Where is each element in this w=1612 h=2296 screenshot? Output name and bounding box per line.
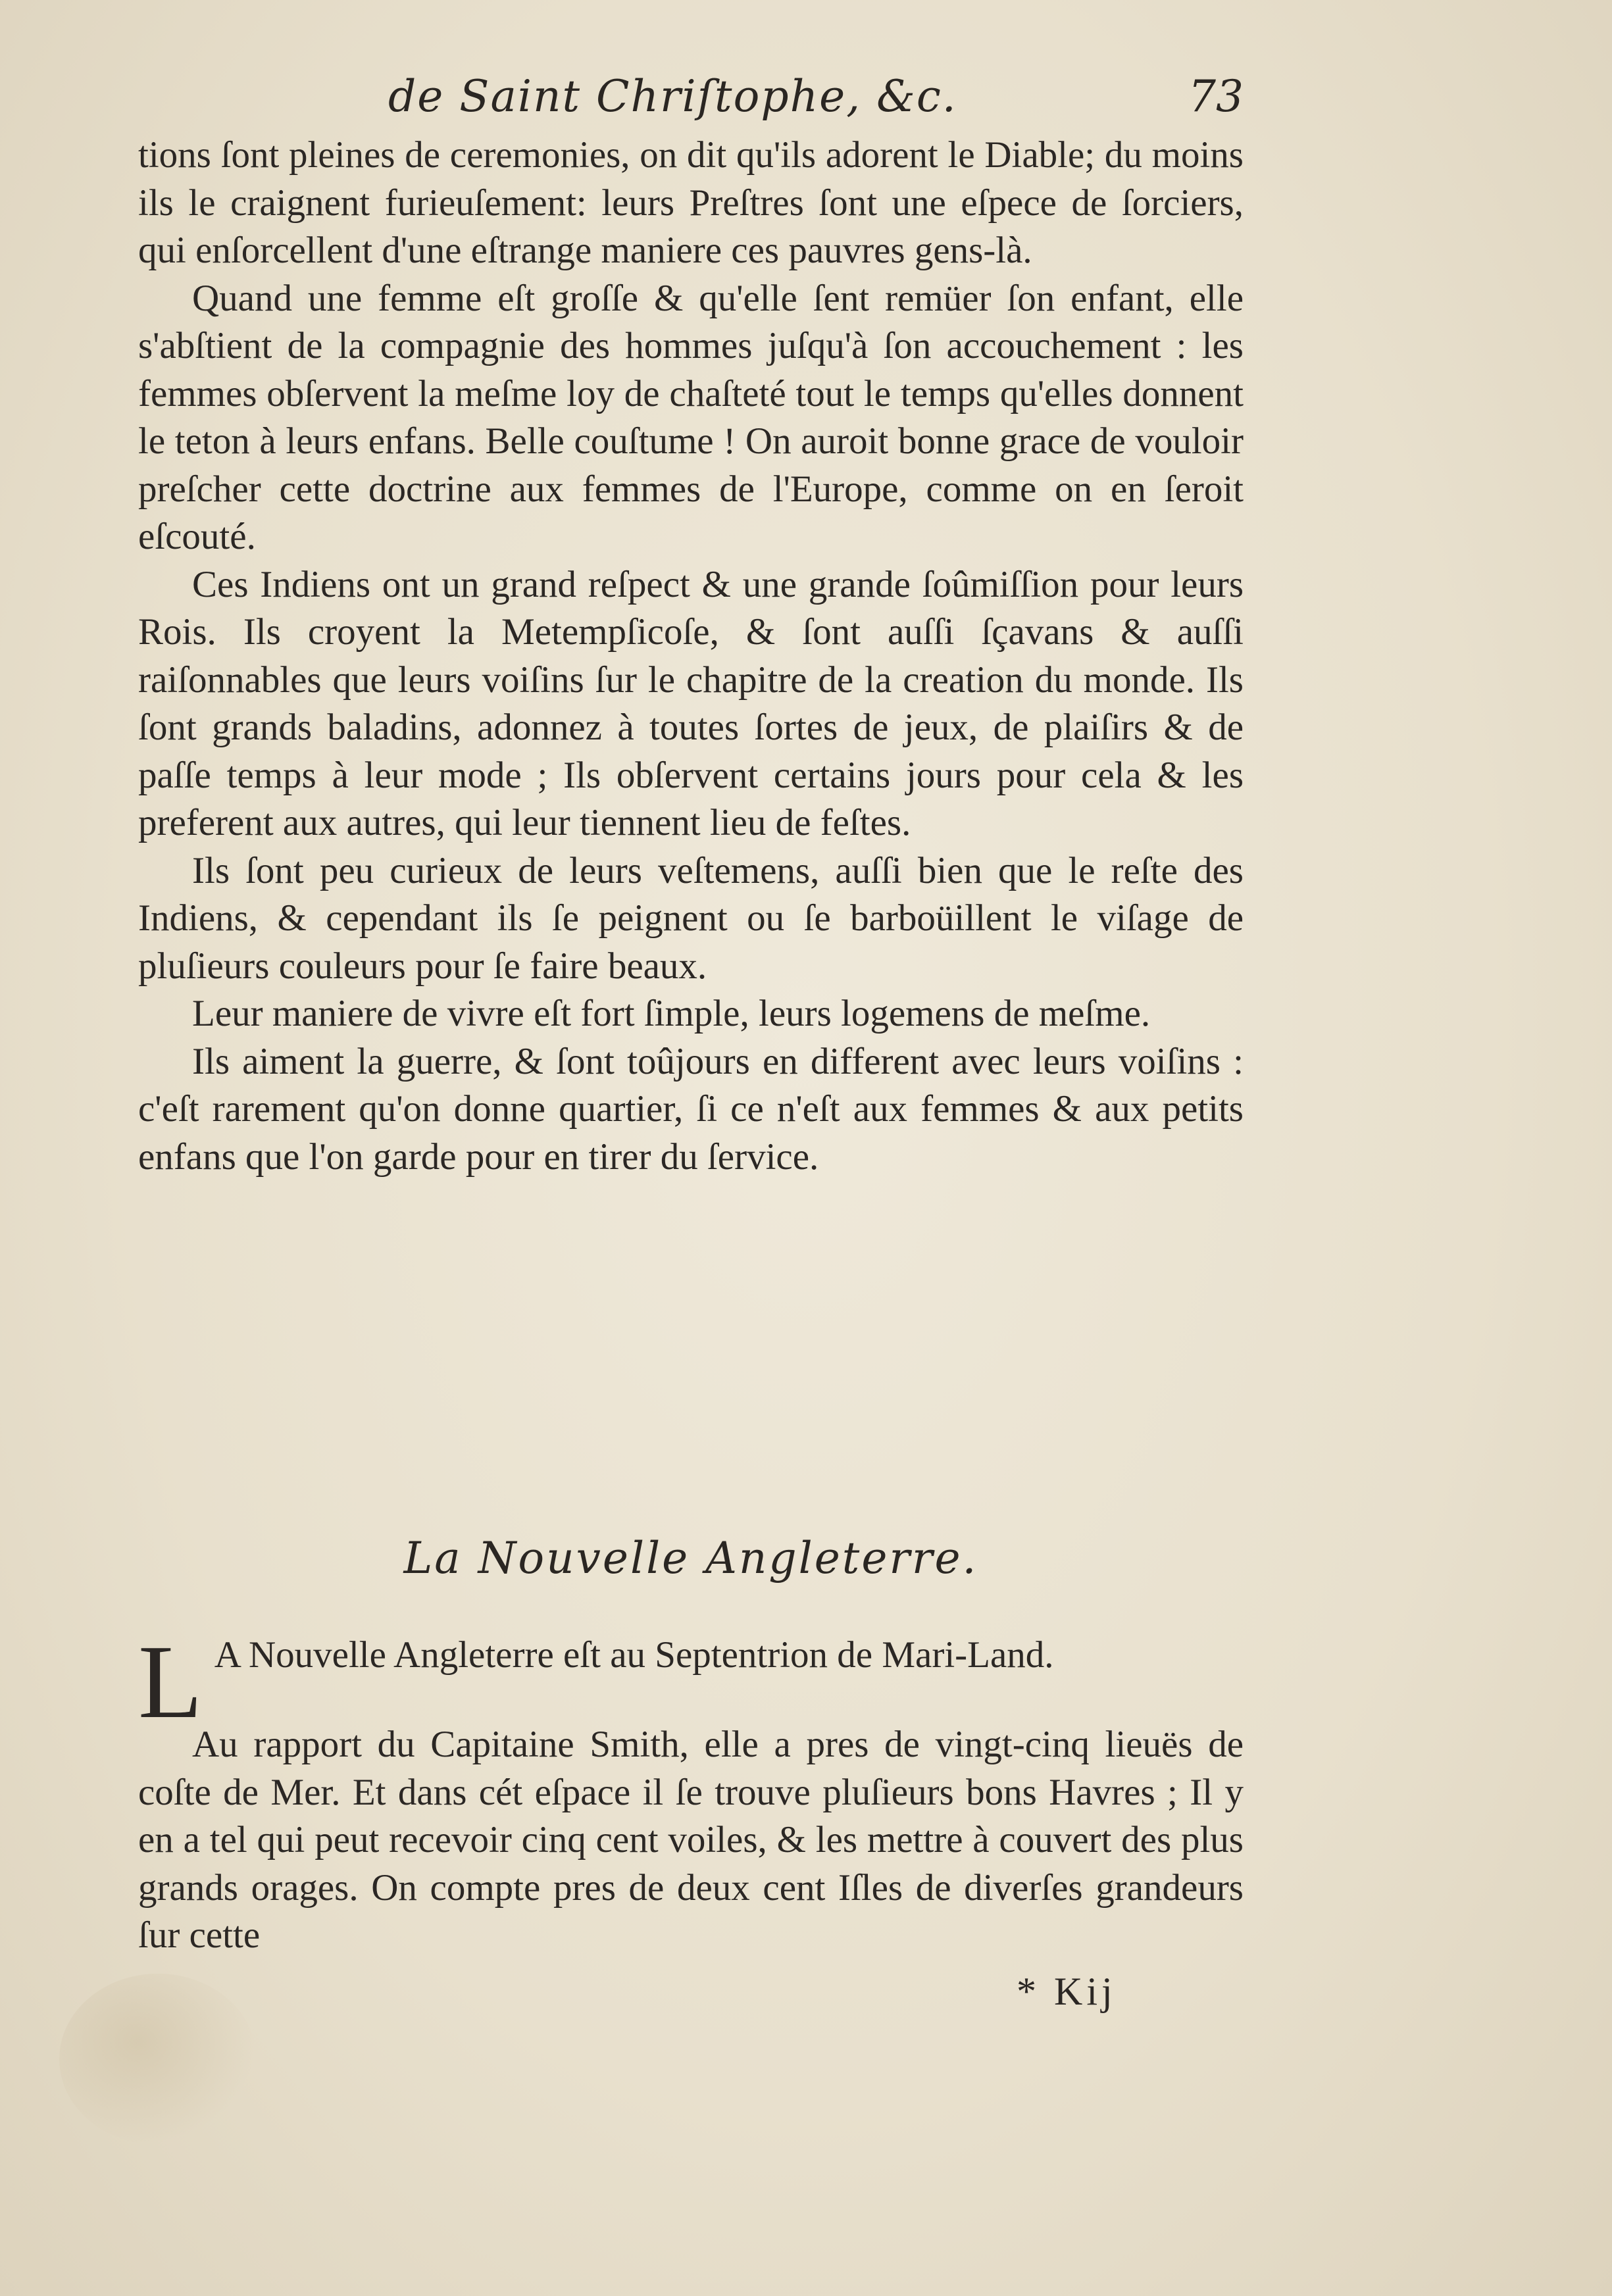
running-title: de Saint Chriſtophe, &c. <box>388 71 957 122</box>
paragraph: Au rapport du Capitaine Smith, elle a pres de vingt-cinq lieuës de coſte de Mer. Et dans cét eſpace il ſe trouve pluſieurs bons Havres ; Il y en a tel qui peut recevoir cinq cent voiles, & les mettre à couvert des plus grands orages. On compte pres de deux cent Iſles de diverſes grandeurs ſur cette <box>138 1724 1244 1956</box>
section-text <box>138 1623 1244 1960</box>
paragraph: Ils ſont peu curieux de leurs veſtemens, auſſi bien que le reſte des Indiens, & cependant ils ſe peignent ou ſe barboüillent le viſage de pluſieurs couleurs pour ſe faire beaux. <box>138 849 1244 987</box>
paragraph: Ils aiment la guerre, & ſont toûjours en different avec leurs voiſins : c'eſt rarement qu'on donne quartier, ſi ce n'eſt aux femmes & aux petits enfans que l'on garde pour en tirer du ſervice. <box>138 1040 1244 1178</box>
signature-mark: * Kij <box>1017 1970 1117 2013</box>
paper-stain <box>59 1974 257 2145</box>
first-paragraph-text: A Nouvelle Angleterre eſt au Septentrion de Mari-Land. <box>214 1634 1054 1676</box>
section-first-paragraph <box>138 1623 1244 1740</box>
paragraph: Quand une femme eſt groſſe & qu'elle ſent remüer ſon enfant, elle s'abſtient de la compagnie des hommes juſqu'à ſon accouchement : les femmes obſervent la meſme loy de chaſteté tout le temps qu'elles donnent le teton à leurs enfans. Belle couſtume ! On auroit bonne grace de vouloir preſcher cette doctrine aux femmes de l'Europe, comme on en ſeroit eſcouté. <box>138 277 1244 557</box>
paragraph: tions ſont pleines de ceremonies, on dit qu'ils adorent le Diable; du moins ils le craignent furieuſement: leurs Preſtres ſont une eſpece de ſorciers, qui enſorcellent d'une eſtrange maniere ces pauvres gens-là. <box>138 134 1244 271</box>
drop-cap: L <box>138 1623 203 1740</box>
paragraph: Leur maniere de vivre eſt fort ſimple, leurs logemens de meſme. <box>192 993 1151 1034</box>
paragraph: Ces Indiens ont un grand reſpect & une grande ſoûmiſſion pour leurs Rois. Ils croyent la Metempſicoſe, & ſont auſſi ſçavans & auſſi raiſonnables que leurs voiſins ſur le chapitre de la creation du monde. Ils ſont grands baladins, adonnez à toutes ſortes de jeux, de plaiſirs & de paſſe temps à leur mode ; Ils obſervent certains jours pour cela & les preferent aux autres, qui leur tiennent lieu de feſtes. <box>138 563 1244 843</box>
page-header <box>388 71 1244 130</box>
main-text <box>138 132 1244 1181</box>
page-number: 73 <box>1188 71 1244 122</box>
section-title: La Nouvelle Angleterre. <box>403 1533 978 1584</box>
